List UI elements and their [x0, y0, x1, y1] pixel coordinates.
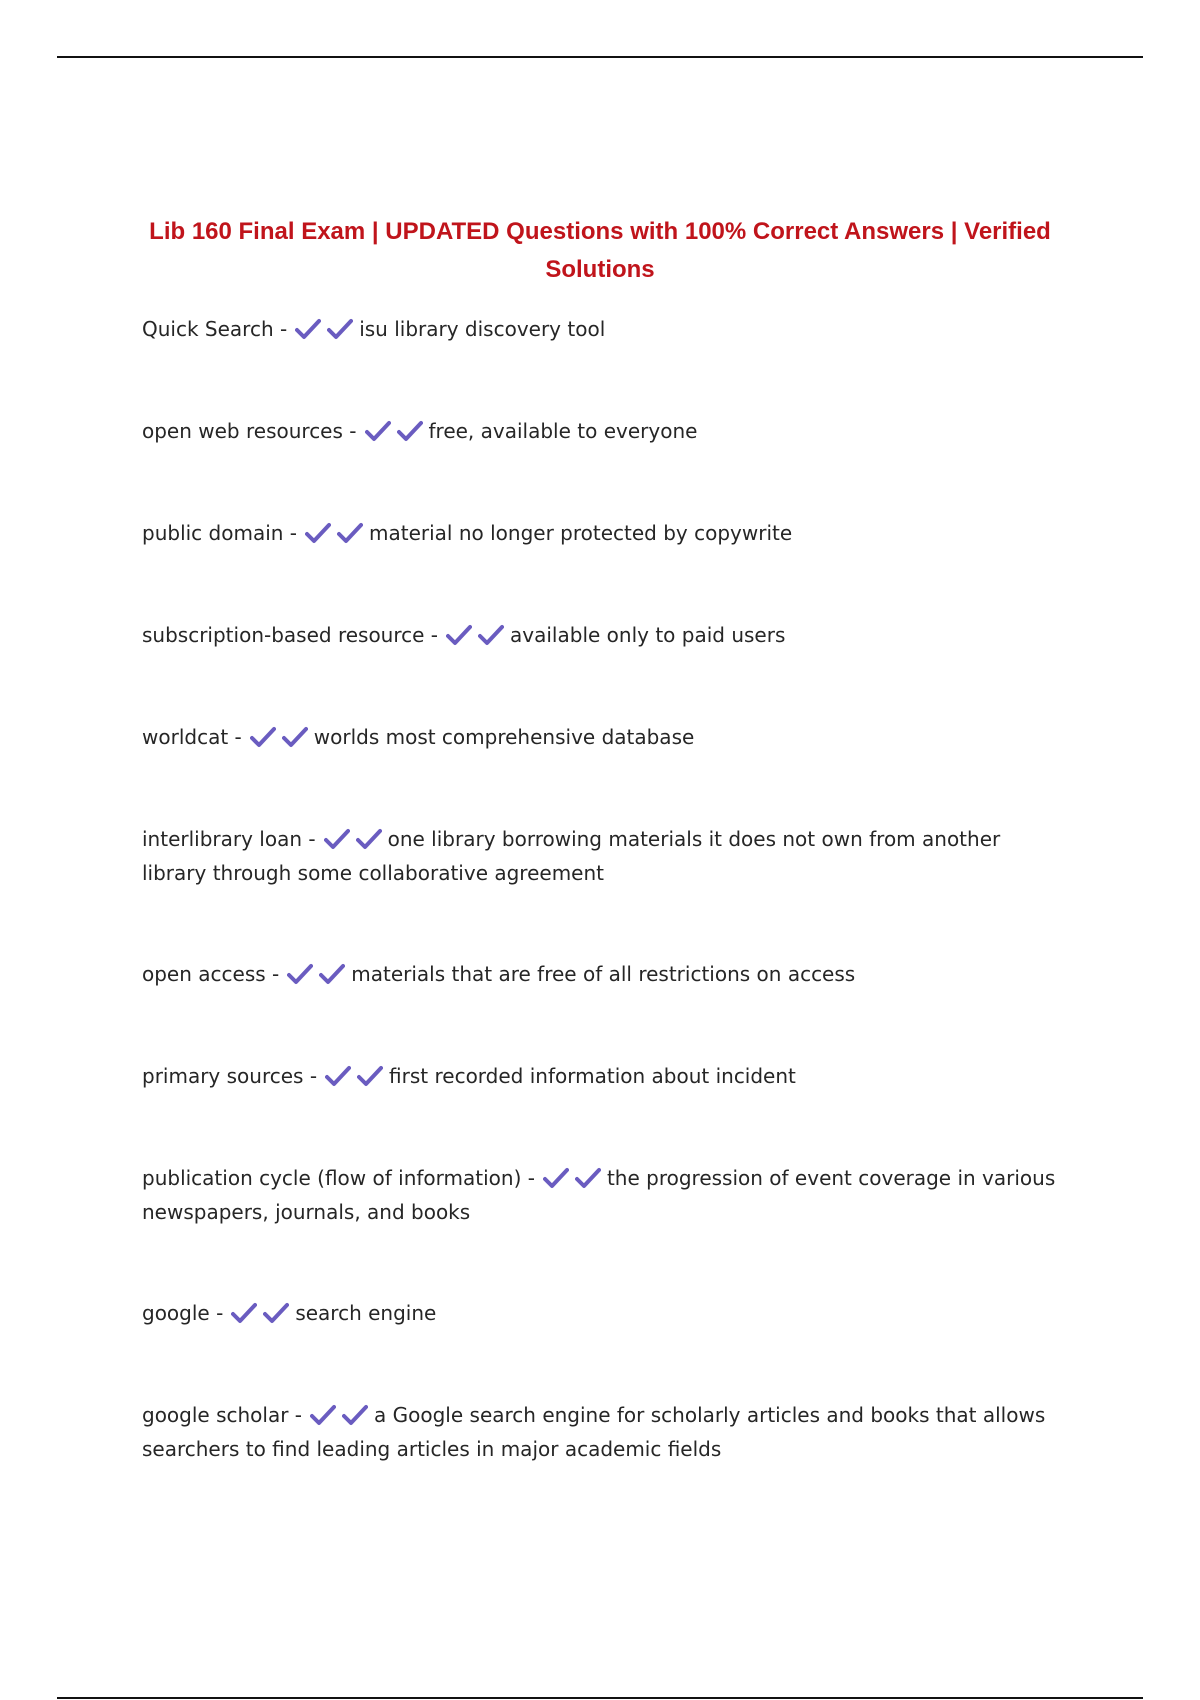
flashcard-entry: public domain - material no longer protected by copywrite [142, 521, 793, 545]
check-mark-icon [478, 624, 504, 646]
entry-definition: the progression of event coverage in various newspapers, journals, and books [142, 1166, 1056, 1224]
flashcard-entry: subscription-based resource - available only to paid users [142, 623, 786, 647]
entry-term: public domain [142, 521, 284, 545]
check-mark-icon [327, 318, 353, 340]
entry-term: primary sources [142, 1064, 304, 1088]
entry-term: interlibrary loan [142, 827, 303, 851]
flashcard-entry: interlibrary loan - one library borrowing materials it does not own from another library through some collaborative agreement [142, 827, 1001, 885]
check-mark-icon [325, 1065, 351, 1087]
check-mark-icon [356, 828, 382, 850]
flashcard-entry: worldcat - worlds most comprehensive database [142, 725, 695, 749]
entry-definition: search engine [295, 1301, 437, 1325]
check-mark-icon [337, 522, 363, 544]
entry-definition: first recorded information about incident [389, 1064, 796, 1088]
entry-term: google [142, 1301, 210, 1325]
check-mark-icon [263, 1302, 289, 1324]
entry-term: worldcat [142, 725, 229, 749]
entry-definition: isu library discovery tool [359, 317, 606, 341]
flashcard-entry: Quick Search - isu library discovery tool [142, 317, 606, 341]
entry-term: Quick Search [142, 317, 274, 341]
entry-definition: a Google search engine for scholarly articles and books that allows searchers to find leading articles in major academic fields [142, 1403, 1046, 1461]
check-mark-icon [319, 963, 345, 985]
check-mark-icon [342, 1404, 368, 1426]
entry-definition: worlds most comprehensive database [313, 725, 695, 749]
check-mark-icon [397, 420, 423, 442]
check-mark-icon [305, 522, 331, 544]
check-mark-icon [310, 1404, 336, 1426]
flashcard-list [142, 312, 1062, 1533]
entry-term: google scholar [142, 1403, 289, 1427]
entry-definition: material no longer protected by copywrite [369, 521, 793, 545]
check-mark-icon [357, 1065, 383, 1087]
check-mark-icon [575, 1167, 601, 1189]
check-mark-icon [250, 726, 276, 748]
entry-term: publication cycle (flow of information) [142, 1166, 522, 1190]
flashcard-entry: open access - materials that are free of all restrictions on access [142, 962, 856, 986]
check-mark-icon [324, 828, 350, 850]
entry-definition: available only to paid users [510, 623, 786, 647]
check-mark-icon [365, 420, 391, 442]
check-mark-icon [446, 624, 472, 646]
check-mark-icon [282, 726, 308, 748]
check-mark-icon [543, 1167, 569, 1189]
document-title: Lib 160 Final Exam | UPDATED Questions with 100% Correct Answers | Verified Solutions [149, 218, 1051, 283]
entry-term: open web resources [142, 419, 343, 443]
flashcard-entry: google - search engine [142, 1301, 437, 1325]
entry-term: subscription-based resource [142, 623, 425, 647]
entry-definition: materials that are free of all restrictions on access [351, 962, 856, 986]
entry-term: open access [142, 962, 266, 986]
check-mark-icon [231, 1302, 257, 1324]
flashcard-entry: publication cycle (flow of information) - the progression of event coverage in various newspapers, journals, and books [142, 1166, 1056, 1224]
footer-rule [57, 1697, 1143, 1699]
check-mark-icon [287, 963, 313, 985]
entry-definition: one library borrowing materials it does not own from another library through some collaborative agreement [142, 827, 1001, 885]
header-rule [57, 56, 1143, 58]
flashcard-entry: primary sources - first recorded information about incident [142, 1064, 796, 1088]
flashcard-entry: open web resources - free, available to everyone [142, 419, 698, 443]
check-mark-icon [295, 318, 321, 340]
flashcard-entry: google scholar - a Google search engine for scholarly articles and books that allows searchers to find leading articles in major academic fields [142, 1403, 1046, 1461]
entry-definition: free, available to everyone [428, 419, 698, 443]
